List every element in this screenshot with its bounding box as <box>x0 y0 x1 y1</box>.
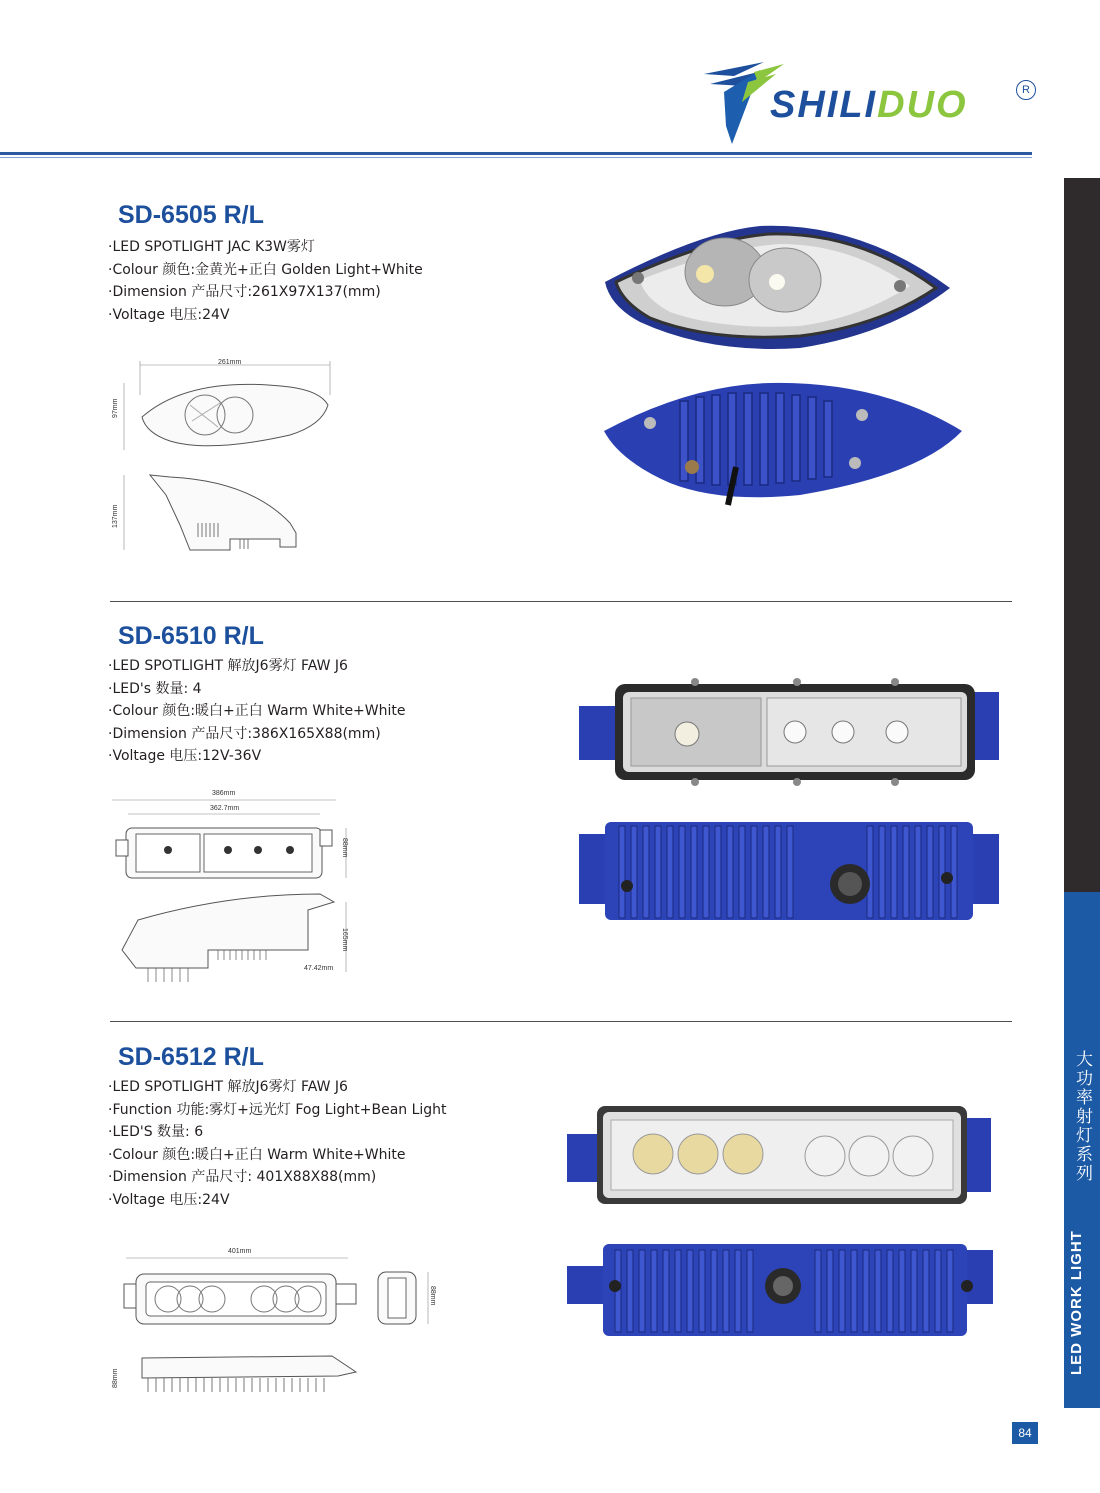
technical-drawing <box>110 355 330 555</box>
dimension-label: 137mm <box>112 504 119 528</box>
product-title: SD-6505 R/L <box>118 201 264 229</box>
dimension-label: 88mm <box>341 838 348 858</box>
section-divider <box>110 601 1012 602</box>
dimension-label: 362.7mm <box>210 805 240 812</box>
product-photo-front <box>600 222 960 352</box>
brand-name-part1: SHILI <box>770 84 878 126</box>
side-tab-english-label: LED WORK LIGHT <box>1068 1230 1085 1375</box>
product-photo-front <box>575 676 1005 788</box>
spec-line: ·LED SPOTLIGHT 解放J6雾灯 FAW J6 <box>108 658 348 674</box>
section-divider <box>110 1021 1012 1022</box>
spec-line: ·Colour 颜色:暖白+正白 Warm White+White <box>108 703 406 719</box>
header-rule <box>0 152 1032 155</box>
dimension-label: 165mm <box>341 928 348 952</box>
product-photo-back <box>563 1240 999 1340</box>
dimension-label: 401mm <box>228 1248 252 1255</box>
registered-mark: R <box>1016 80 1036 100</box>
dimension-label: 88mm <box>112 1368 119 1388</box>
spec-line: ·LED's 数量: 4 <box>108 680 202 697</box>
spec-line: ·Voltage 电压:24V <box>108 306 230 323</box>
product-title: SD-6512 R/L <box>118 1043 264 1071</box>
dimension-label: 97mm <box>112 398 119 418</box>
spec-line: ·LED SPOTLIGHT 解放J6雾灯 FAW J6 <box>108 1079 348 1095</box>
dimension-label: 261mm <box>218 359 242 366</box>
product-photo-back <box>575 812 1005 930</box>
side-tab-dark <box>1064 178 1100 892</box>
spec-line: ·LED SPOTLIGHT JAC K3W雾灯 <box>108 239 315 255</box>
spec-line: ·Dimension 产品尺寸:386X165X88(mm) <box>108 725 381 742</box>
spec-line: ·Dimension 产品尺寸:261X97X137(mm) <box>108 284 381 300</box>
product-title: SD-6510 R/L <box>118 622 264 650</box>
product-photo-front <box>563 1104 999 1206</box>
brand-wordmark <box>770 86 968 124</box>
dimension-label: 386mm <box>212 790 236 797</box>
spec-line: ·Function 功能:雾灯+远光灯 Fog Light+Bean Light <box>108 1101 447 1118</box>
product-specs <box>108 1076 447 1211</box>
spec-line: ·LED'S 数量: 6 <box>108 1124 204 1140</box>
dimension-label: 47.42mm <box>304 965 334 972</box>
brand-name-part2: DUO <box>877 84 968 126</box>
dimension-label: 88mm <box>429 1286 436 1306</box>
product-specs <box>108 236 423 326</box>
spec-line: ·Colour 颜色:暖白+正白 Warm White+White <box>108 1146 406 1163</box>
technical-drawing <box>112 1248 442 1398</box>
header-rule-thin <box>0 157 1032 158</box>
side-tab-chinese-label: 大功率射灯系列 <box>1072 1050 1092 1183</box>
product-specs <box>108 655 406 768</box>
product-photo-back <box>600 375 965 505</box>
spec-line: ·Voltage 电压:24V <box>108 1191 230 1208</box>
spec-line: ·Dimension 产品尺寸: 401X88X88(mm) <box>108 1169 377 1185</box>
spec-line: ·Colour 颜色:金黄光+正白 Golden Light+White <box>108 261 423 278</box>
spec-line: ·Voltage 电压:12V-36V <box>108 748 262 764</box>
page-number: 84 <box>1012 1422 1038 1444</box>
